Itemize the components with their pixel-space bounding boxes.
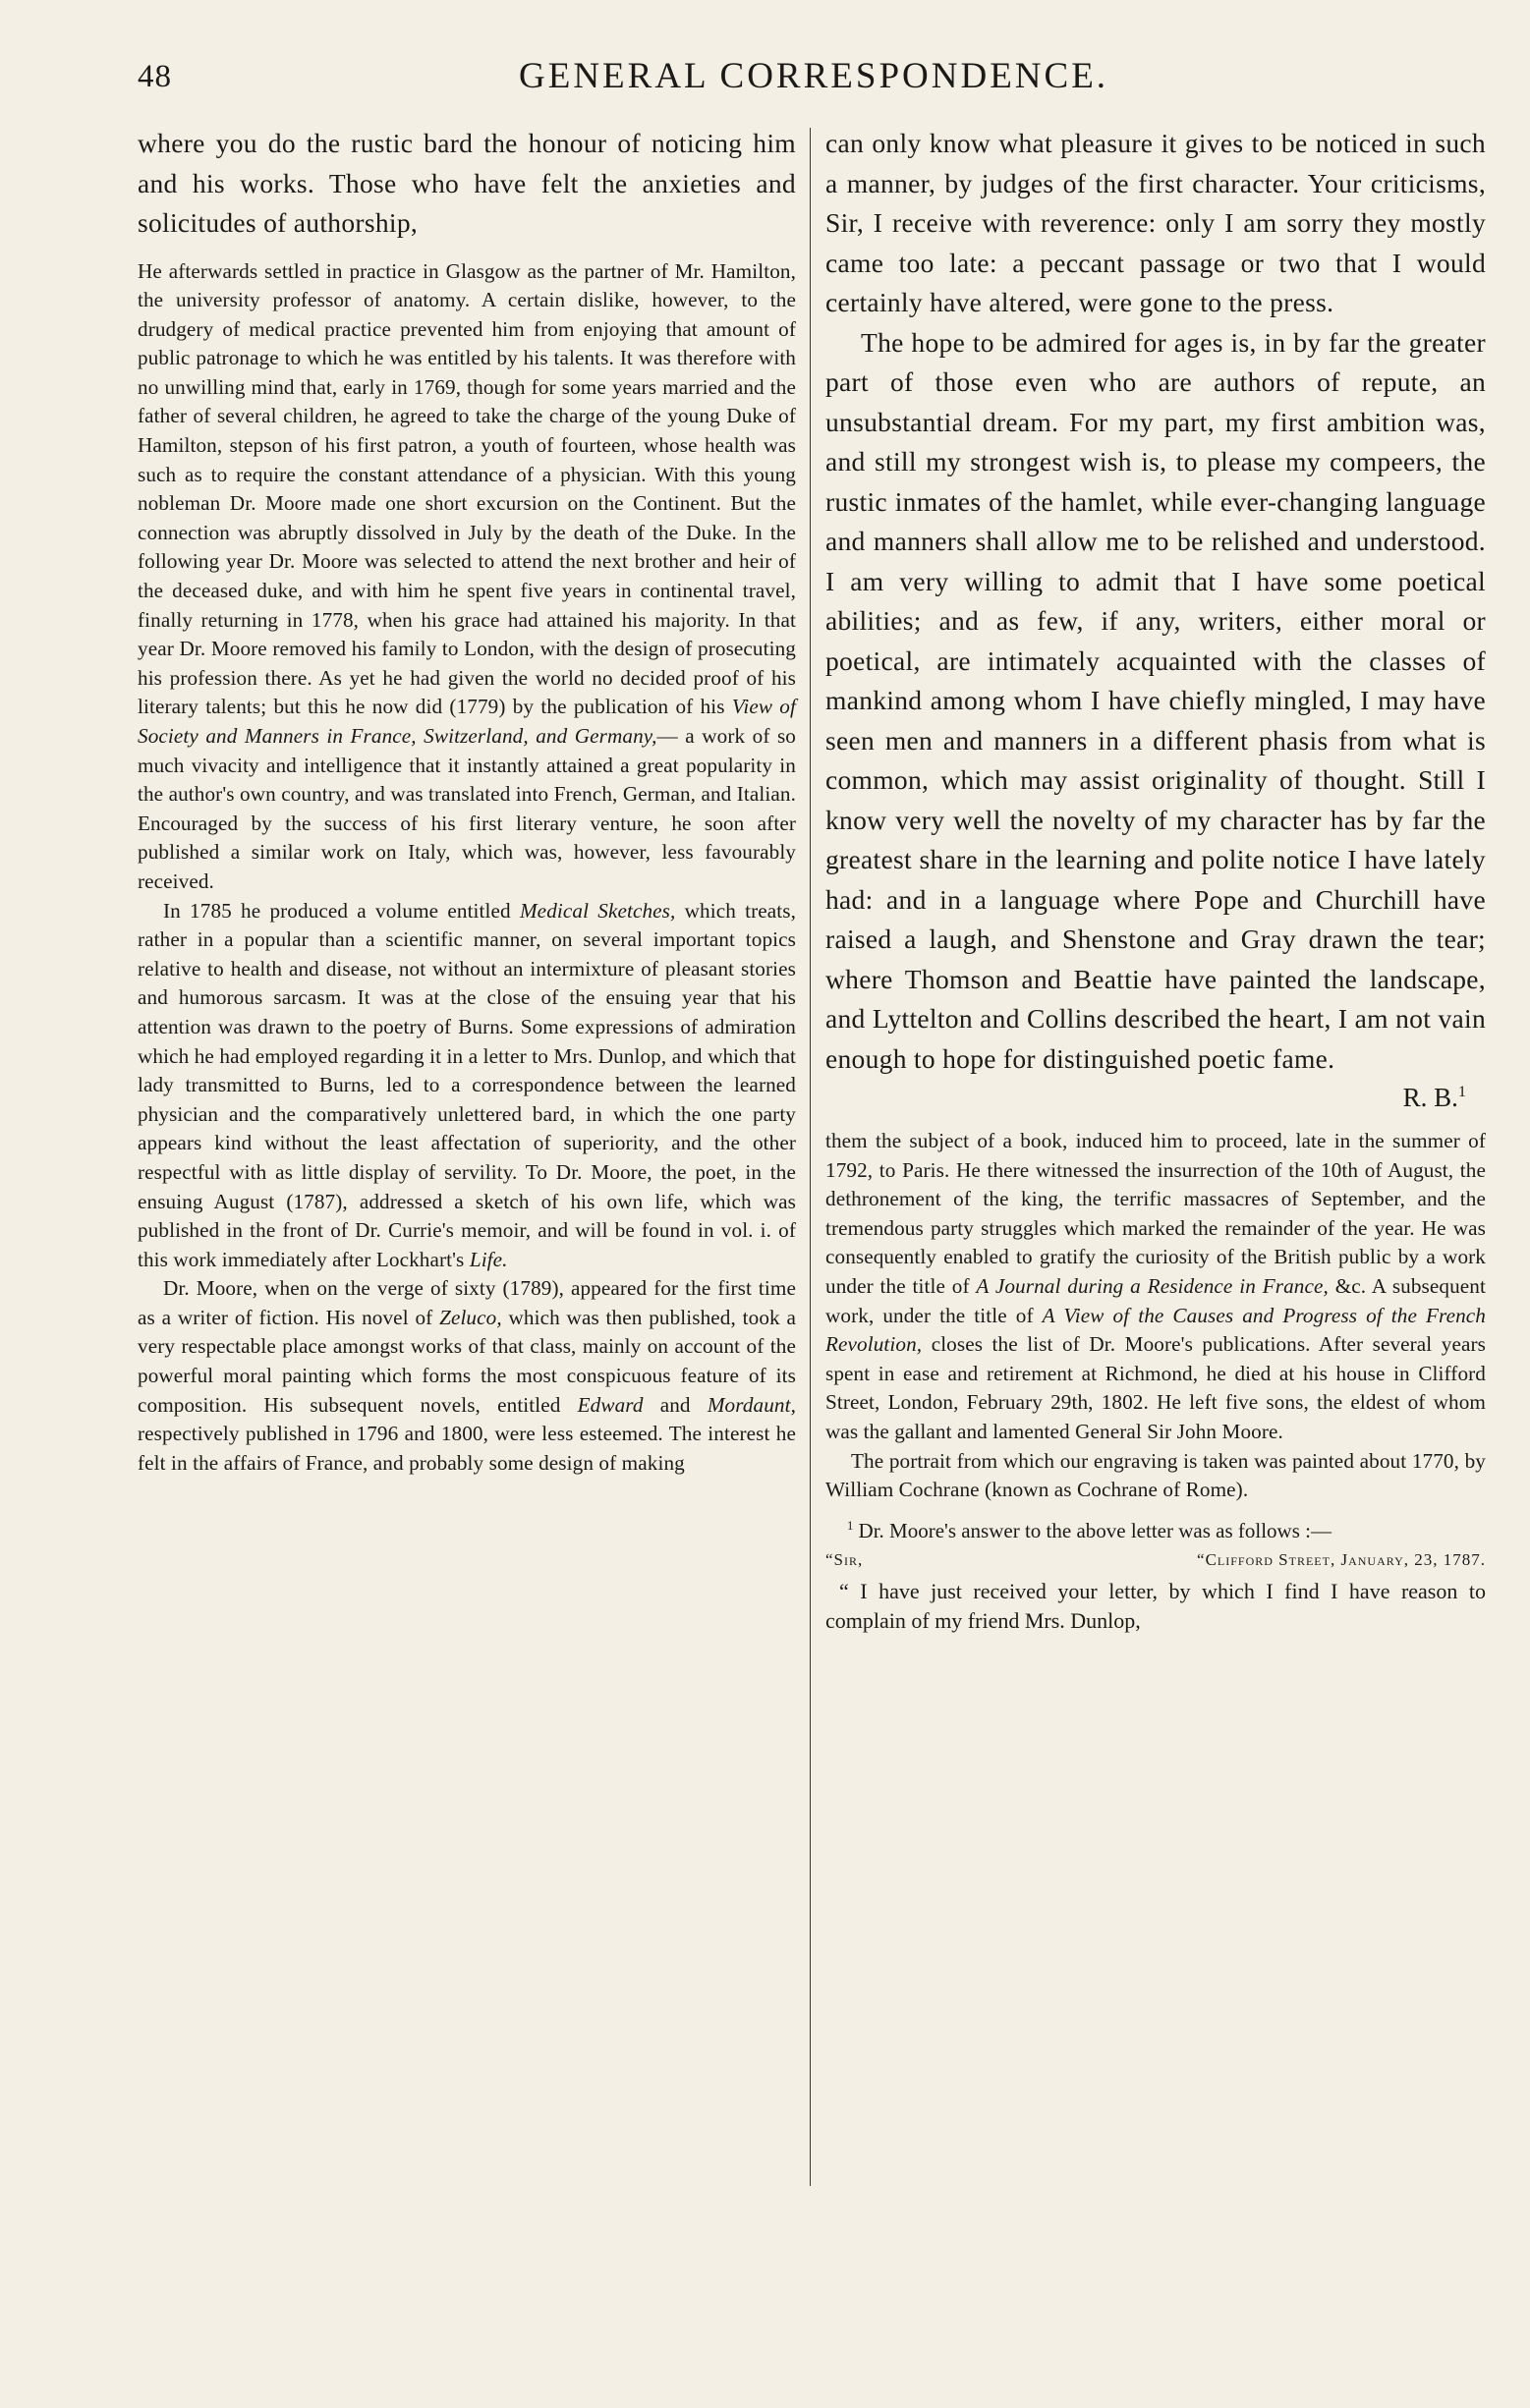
biography-paragraph: [825, 1127, 1486, 1447]
running-title: GENERAL CORRESPONDENCE.: [519, 56, 1109, 96]
footnote-salutation: “Sir,: [825, 1549, 864, 1569]
bio-text: and: [659, 1392, 691, 1417]
footnote-address: “Clifford Street, January, 23, 1787.: [1197, 1549, 1486, 1569]
bio-text: In 1785 he produced a volume entitled: [163, 898, 511, 923]
bio-text: closes the list of Dr. Moore's publications. After several years spent in ease and retirement at Richmond, he died at his house in Clifford Street, London, February 29th, 1802. He left five sons, the eldest of whom was the gallant and lamented General Sir John Moore.: [825, 1332, 1486, 1443]
book-title: Edward: [577, 1392, 644, 1417]
column-divider: [810, 128, 811, 2186]
biography-paragraph: [138, 897, 796, 1275]
signature-text: R. B.: [1402, 1083, 1458, 1112]
letter-text-continued: where you do the rustic bard the honour of noticing him and his works. Those who have felt the anxieties and solicitudes of authorship,: [138, 128, 796, 238]
biography-paragraph: [138, 1274, 796, 1478]
book-title: A View of the Causes and Progress of the French Revolution,: [825, 1303, 1486, 1357]
signature: [825, 1083, 1486, 1113]
bio-text: which was then published, took a very respectable place amongst works of that class, mainly on account of the powerful moral painting which forms the most conspicuous feature of its composition. His subsequent novels, entitled: [138, 1305, 796, 1417]
bio-text: respectively published in 1796 and 1800, were less esteemed. The interest he felt in the affairs of France, and probably some design of making: [138, 1422, 796, 1475]
book-title: A Journal during a Residence in France,: [976, 1273, 1329, 1298]
book-title: Mordaunt,: [707, 1392, 796, 1417]
book-title: Zeluco,: [439, 1305, 502, 1329]
book-title: Medical Sketches,: [519, 898, 676, 923]
letter-paragraph: can only know what pleasure it gives to be noticed in such a manner, by judges of the first character. Your criticisms, Sir, I receive with reverence: only I am sorry they mostly came too late: a peccant passage or two that I would certainly have altered, were gone to the press.: [825, 128, 1486, 317]
portrait-note: The portrait from which our engraving is taken was painted about 1770, by William Cochrane (known as Cochrane of Rome).: [825, 1448, 1486, 1502]
footnote: [825, 1517, 1486, 1545]
book-title: Life.: [469, 1247, 508, 1271]
page-number: 48: [138, 59, 172, 94]
footnote-letter-heading: [825, 1547, 1486, 1573]
letter-paragraph: The hope to be admired for ages is, in by far the greater part of those even who are authors of repute, an unsubstantial dream. For my part, my first ambition was, and still my strongest wish is, to please my compeers, the rustic inmates of the hamlet, while ever-changing language and manners shall allow me to be relished and understood. I am very willing to admit that I have some poetical abilities; and as few, if any, writers, either moral or poetical, are intimately acquainted with the classes of mankind among whom I have chiefly mingled, I may have seen men and manners in a different phasis from what is common, which may assist originality of thought. Still I know very well the novelty of my character has by far the greatest share in the learning and polite notice I have lately had: and in a language where Pope and Churchill have raised a laugh, and Shenstone and Gray drawn the tear; where Thomson and Beattie have painted the landscape, and Lyttelton and Collins described the heart, I am not vain enough to hope for distinguished poetic fame.: [825, 326, 1486, 1074]
bio-text: which treats, rather in a popular than a scientific manner, on several important topics relative to health and disease, not without an intermixture of pleasant stories and humorous sarcasm. It was at the close of the ensuing year that his attention was drawn to the poetry of Burns. Some expressions of admiration which he had employed regarding it in a letter to Mrs. Dunlop, and which that lady transmitted to Burns, led to a correspondence between the learned physician and the comparatively unlettered bard, in which the one party appears kind without the least affectation of superiority, and the other respectful with as little display of servility. To Dr. Moore, the poet, in the ensuing August (1787), addressed a sketch of his own life, which was published in the front of Dr. Currie's memoir, and will be found in vol. i. of this work immediately after Lockhart's: [138, 898, 796, 1271]
left-column: [138, 124, 796, 1478]
bio-text: &c. A subsequent work, under the title of: [825, 1273, 1486, 1327]
bio-text: — a work of so much vivacity and intelligence that it instantly attained a great popularity in the author's own country, and was translated into French, German, and Italian. Encouraged by the success of his first literary venture, he soon after published a similar work on Italy, which was, however, less favourably received.: [138, 724, 796, 893]
bio-text: them the subject of a book, induced him to proceed, late in the summer of 1792, to Paris. He there witnessed the insurrection of the 10th of August, the dethronement of the king, the terrific massacres of September, and the tremendous party struggles which marked the remainder of the year. He was consequently enabled to gratify the curiosity of the British public by a work under the title of: [825, 1129, 1486, 1298]
footnote-mark: 1: [847, 1518, 854, 1533]
right-column: [825, 124, 1486, 1636]
footnote-text: Dr. Moore's answer to the above letter was as follows :—: [858, 1518, 1332, 1542]
bio-text: Dr. Moore, when on the verge of sixty (1789), appeared for the first time as a writer of fiction. His novel of: [138, 1276, 796, 1329]
footnote-reference: 1: [1457, 1083, 1466, 1100]
bio-text: He afterwards settled in practice in Glasgow as the partner of Mr. Hamilton, the university professor of anatomy. A certain dislike, however, to the drudgery of medical practice prevented him from enjoying that amount of public patronage to which he was entitled by his talents. It was therefore with no unwilling mind that, early in 1769, though for some years married and the father of several children, he agreed to take the charge of the young Duke of Hamilton, stepson of his first patron, a youth of fourteen, whose health was such as to require the constant attendance of a physician. With this young nobleman Dr. Moore made one short excursion on the Continent. But the connection was abruptly dissolved in July by the death of the Duke. In the following year Dr. Moore was selected to attend the next brother and heir of the deceased duke, and with him he spent five years in continental travel, finally returning in 1778, when his grace had attained his majority. In that year Dr. Moore removed his family to London, with the design of prosecuting his profession there. As yet he had given the world no decided proof of his literary talents; but this he now did (1779) by the publication of his: [138, 258, 796, 719]
footnote-quote: “ I have just received your letter, by which I find I have reason to complain of my friend Mrs. Dunlop,: [825, 1578, 1486, 1633]
biography-paragraph: [138, 257, 796, 897]
book-title: View of Society and Manners in France, Switzerland, and Germany,: [138, 695, 796, 748]
